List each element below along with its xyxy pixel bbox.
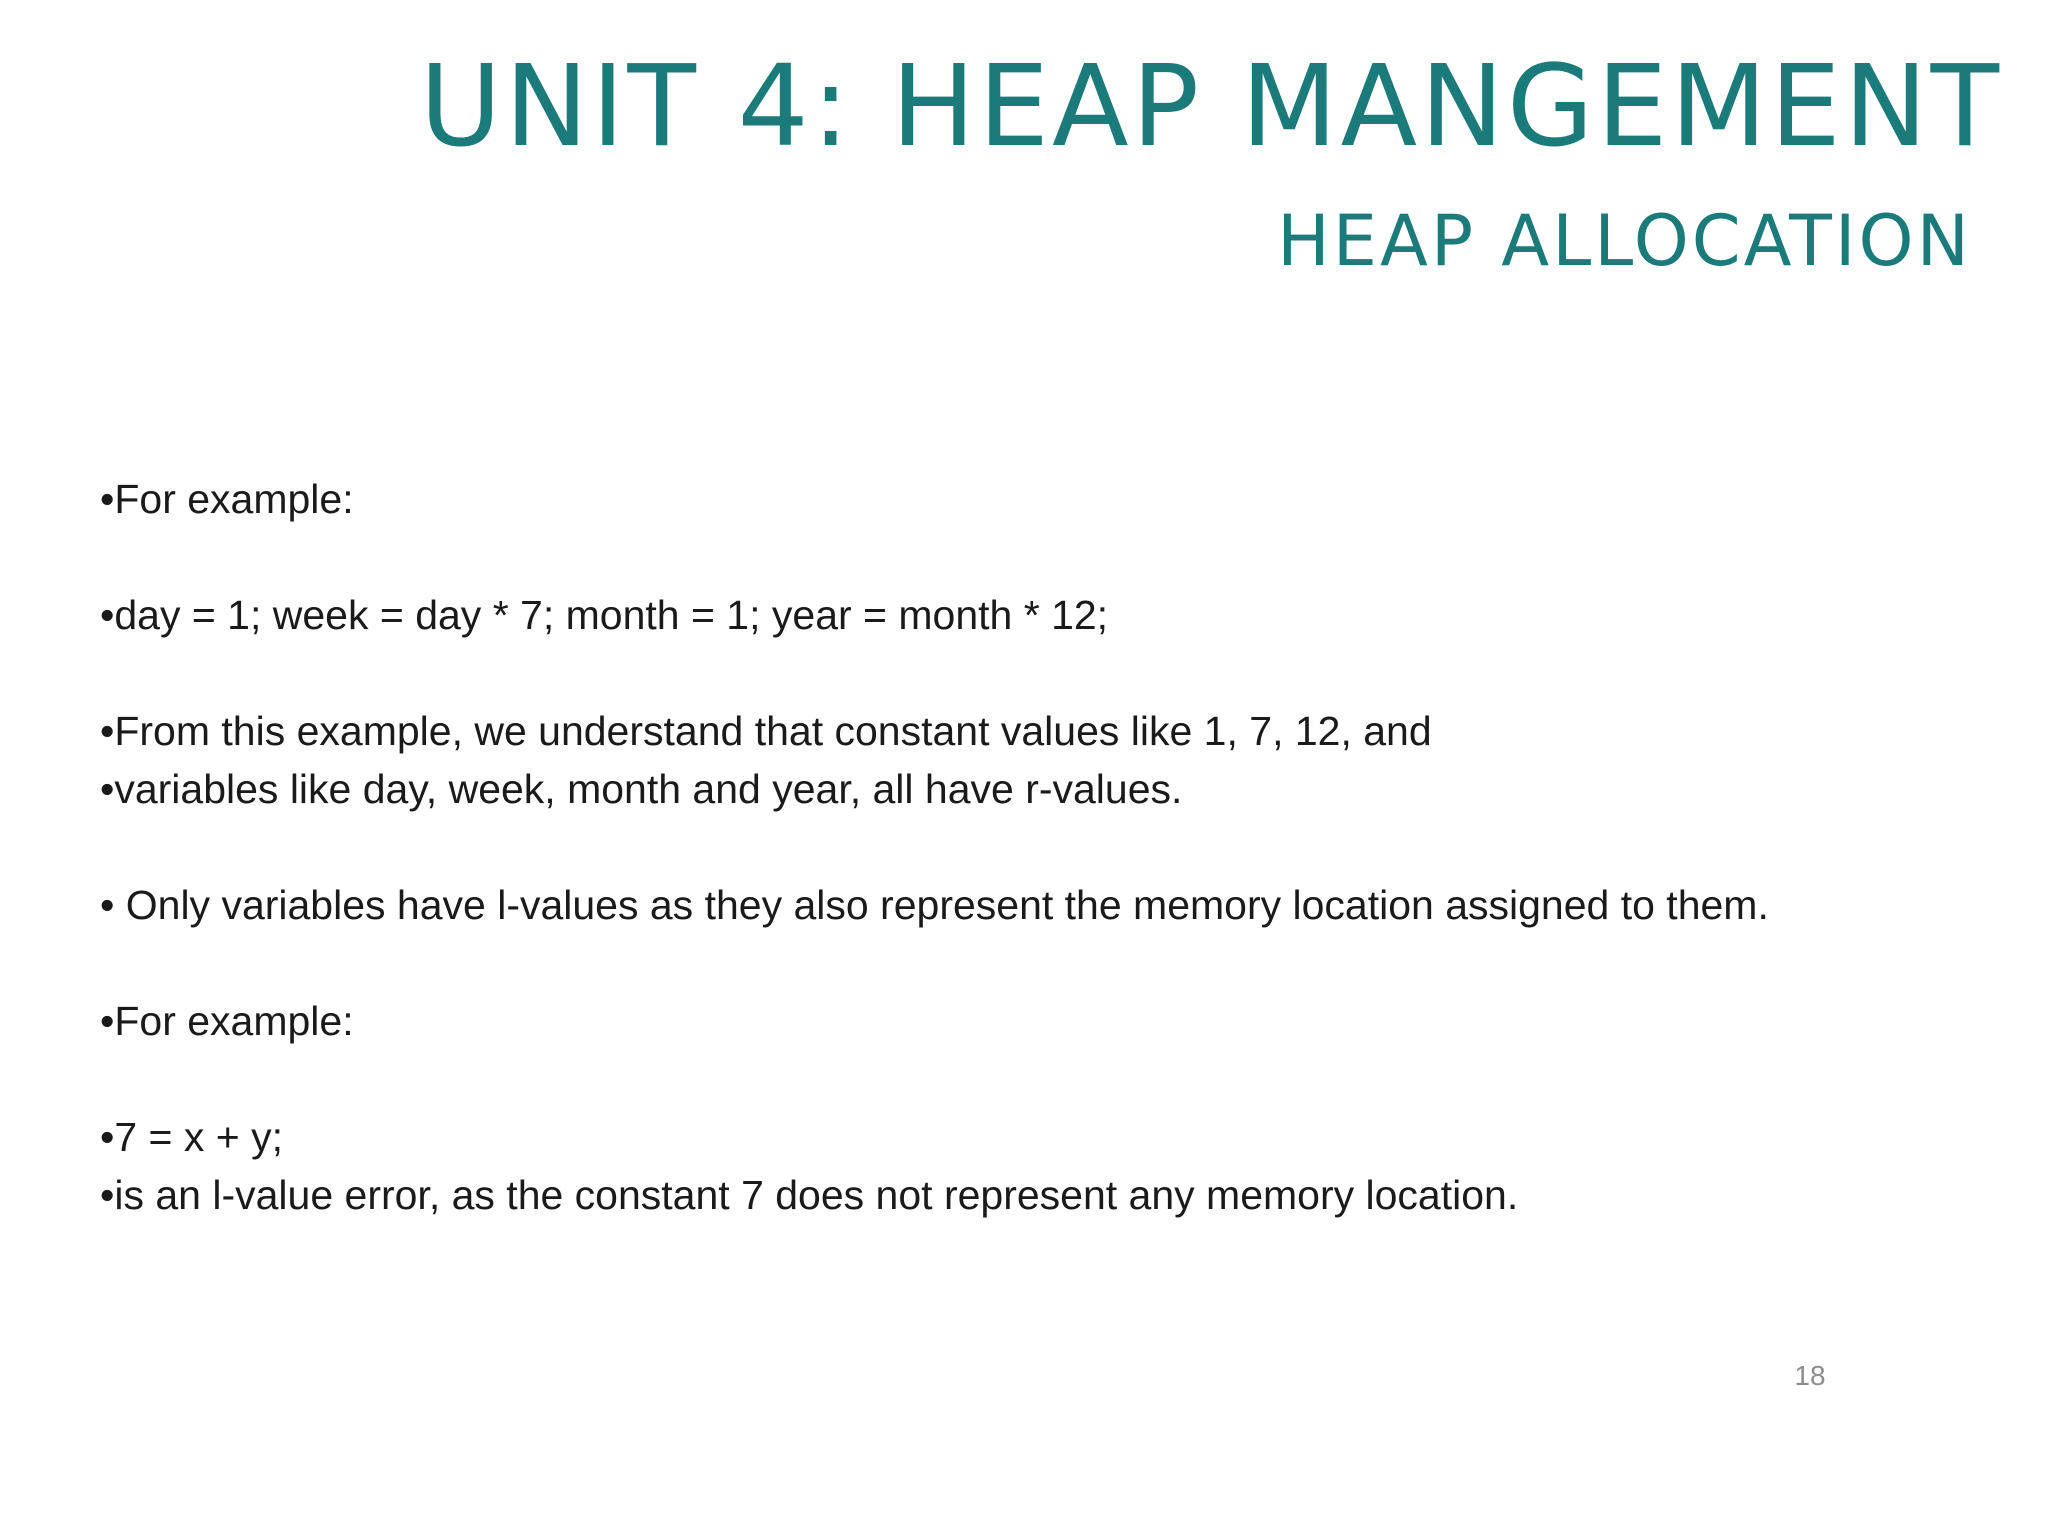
bullet-line: •day = 1; week = day * 7; month = 1; year = month * 12;	[100, 592, 1109, 638]
bullet-line: •7 = x + y;	[100, 1114, 283, 1160]
page-number: 18	[1794, 1360, 1826, 1391]
bullet-line: •From this example, we understand that constant values like 1, 7, 12, and	[100, 708, 1432, 754]
bullet-list	[100, 470, 1980, 1224]
slide-title: UNIT 4: HEAP MANGEMENT	[419, 42, 2002, 172]
slide-subtitle: HEAP ALLOCATION	[1277, 200, 1972, 282]
bullet-line: •is an l-value error, as the constant 7 does not represent any memory location.	[100, 1172, 1519, 1218]
bullet-line: •variables like day, week, month and year, all have r-values.	[100, 766, 1183, 812]
bullet-line: •For example:	[100, 476, 354, 522]
bullet-line: •For example:	[100, 998, 354, 1044]
bullet-line: • Only variables have l-values as they also represent the memory location assigned to them.	[100, 882, 1769, 928]
